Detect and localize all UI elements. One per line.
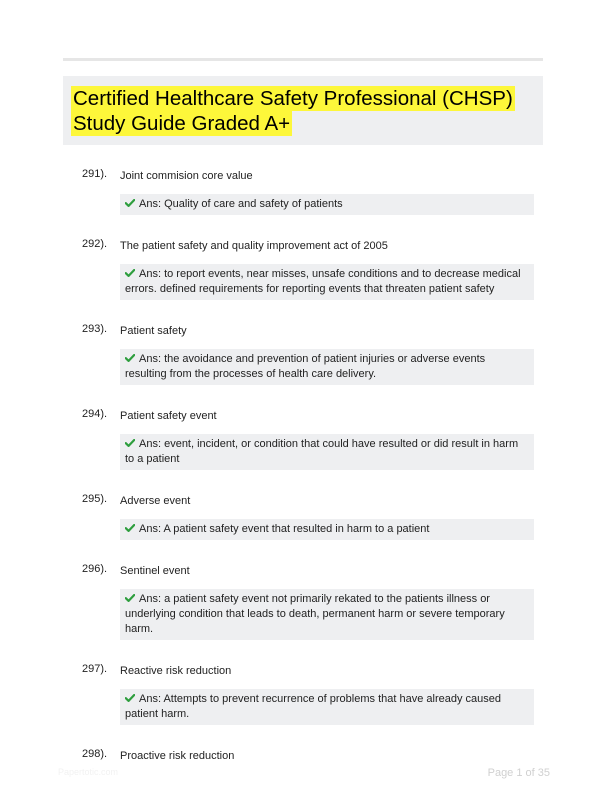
question-row: [63, 746, 543, 764]
answer-text: the avoidance and prevention of patient injuries or adverse events resulting from the processes of health care delivery.: [125, 353, 486, 380]
footer-site: Papertotic.com: [58, 767, 119, 777]
question-text: Reactive risk reduction: [120, 665, 232, 677]
answer-prefix: Ans:: [139, 693, 164, 705]
question-row: [63, 491, 543, 509]
answer-box: [120, 349, 534, 385]
answer-prefix: Ans:: [139, 593, 165, 605]
answer-box: [120, 519, 534, 540]
check-icon: [125, 524, 135, 532]
answer-prefix: Ans:: [139, 353, 165, 365]
title-block: [63, 76, 543, 145]
question-text: Adverse event: [120, 495, 191, 507]
answer-prefix: Ans:: [139, 268, 165, 280]
question-text: Patient safety event: [120, 410, 217, 422]
qa-item: [63, 746, 543, 764]
question-text: Sentinel event: [120, 565, 190, 577]
answer-prefix: Ans:: [139, 523, 164, 535]
top-divider: [63, 58, 543, 61]
qa-item: [63, 561, 543, 640]
answer-prefix: Ans:: [139, 438, 165, 450]
question-number: 292).: [82, 238, 108, 250]
question-number: 293).: [82, 323, 108, 335]
title-line-1: Certified Healthcare Safety Professional (CHSP): [73, 87, 513, 110]
check-icon: [125, 694, 135, 702]
question-number: 296).: [82, 563, 108, 575]
qa-item: [63, 661, 543, 725]
answer-box: [120, 434, 534, 470]
question-text: Joint commision core value: [120, 170, 253, 182]
question-row: [63, 166, 543, 184]
question-list: [63, 166, 543, 785]
page-number: Page 1 of 35: [487, 767, 550, 779]
answer-text: A patient safety event that resulted in harm to a patient: [163, 523, 430, 535]
question-row: [63, 321, 543, 339]
question-number: 295).: [82, 493, 108, 505]
qa-item: [63, 166, 543, 215]
answer-prefix: Ans:: [139, 198, 165, 210]
qa-item: [63, 321, 543, 385]
answer-text: event, incident, or condition that could have resulted or did result in harm to a patient: [125, 438, 519, 465]
question-number: 294).: [82, 408, 108, 420]
question-row: [63, 561, 543, 579]
check-icon: [125, 439, 135, 447]
answer-text: Quality of care and safety of patients: [164, 198, 343, 210]
question-number: 291).: [82, 168, 108, 180]
check-icon: [125, 269, 135, 277]
qa-item: [63, 236, 543, 300]
check-icon: [125, 199, 135, 207]
question-row: [63, 661, 543, 679]
question-text: Patient safety: [120, 325, 187, 337]
answer-box: [120, 194, 534, 215]
question-row: [63, 236, 543, 254]
check-icon: [125, 354, 135, 362]
answer-box: [120, 589, 534, 640]
qa-item: [63, 491, 543, 540]
answer-text: Attempts to prevent recurrence of problems that have already caused patient harm.: [125, 693, 501, 720]
question-row: [63, 406, 543, 424]
question-text: The patient safety and quality improvement act of 2005: [120, 240, 388, 252]
answer-box: [120, 264, 534, 300]
answer-text: a patient safety event not primarily rekated to the patients illness or underlying condition that leads to death, permanent harm or severe temporary harm.: [125, 593, 505, 635]
question-number: 298).: [82, 748, 108, 760]
answer-box: [120, 689, 534, 725]
check-icon: [125, 594, 135, 602]
answer-text: to report events, near misses, unsafe conditions and to decrease medical errors. defined requirements for reporting events that threaten patient safety: [125, 268, 521, 295]
qa-item: [63, 406, 543, 470]
document-title: [71, 86, 535, 136]
question-text: Proactive risk reduction: [120, 750, 235, 762]
question-number: 297).: [82, 663, 108, 675]
title-line-2: Study Guide Graded A+: [73, 112, 291, 135]
